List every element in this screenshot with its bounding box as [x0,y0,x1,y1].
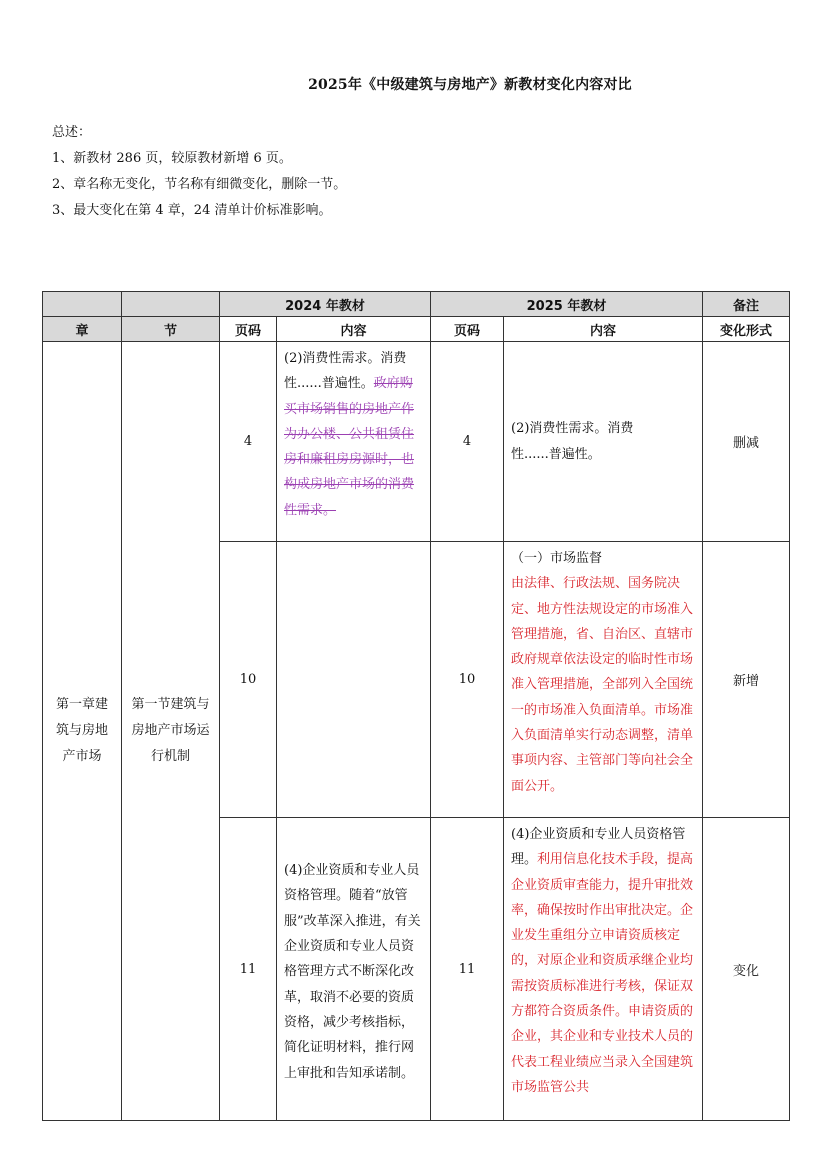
section-header: 节 [122,317,220,342]
retained-text: (4)企业资质和专业人员资格管理。随着“放管服”改革深入推进，有关企业资质和专业人员资格管理方式不断深化改革，取消不必要的资质资格，减少考核指标，简化证明材料，推行网上审批和告知承诺制。 [284,863,421,1081]
remark-header: 备注 [703,292,790,317]
change-type-cell: 删减 [703,342,790,542]
chapter-cell [43,342,122,1121]
edition-2024-header: 2024 年教材 [220,292,431,317]
document-title: 2025年《中级建筑与房地产》新教材变化内容对比 [308,77,632,93]
change-type-cell: 变化 [703,818,790,1121]
change-type-header: 变化形式 [703,317,790,342]
page-2024-header: 页码 [220,317,277,342]
blank-header [122,292,220,317]
content-2025-cell [504,818,703,1121]
added-text: 由法律、行政法规、国务院决定、地方性法规设定的市场准入管理措施，省、自治区、直辖市政府规章依法设定的临时性市场准入管理措施，全部列入全国统一的市场准入负面清单。市场准入负面清单实行动态调整，清单事项内容、主管部门等向社会全面公开。 [511,576,694,794]
page-2024-cell: 10 [220,542,277,818]
page-2025-cell: 4 [431,342,504,542]
group-header-row [43,292,790,317]
summary-heading: 总述： [52,125,92,140]
retained-text: (4)企业资质和专业人员资格管理。 [511,827,686,868]
section-cell [122,342,220,1121]
column-header-row [43,317,790,342]
retained-text: (2)消费性需求。消费性......普遍性。 [511,421,634,462]
content-2025-cell [504,542,703,818]
deleted-text: 政府购买市场销售的房地产作为办公楼、公共租赁住房和廉租房房源时，也构成房地产市场的消费性需求。 [284,376,415,518]
chapter-header: 章 [43,317,122,342]
table-row [43,342,790,542]
change-type-cell: 新增 [703,542,790,818]
edition-2025-header: 2025 年教材 [431,292,703,317]
blank-header [43,292,122,317]
subheading-text: （一）市场监督 [511,551,603,566]
summary-line: 1、新教材 286 页，较原教材新增 6 页。 [52,151,292,166]
comparison-table [42,291,790,1121]
summary-block [52,120,346,224]
content-2024-cell [277,818,431,1121]
page-2024-cell: 4 [220,342,277,542]
summary-line: 3、最大变化在第 4 章，24 清单计价标准影响。 [52,203,332,218]
summary-line: 2、章名称无变化，节名称有细微变化，删除一节。 [52,177,347,192]
added-text: 利用信息化技术手段，提高企业资质审查能力，提升审批效率，确保按时作出审批决定。企业发生重组分立申请资质核定的，对原企业和资质承继企业均需按资质标准进行考核，保证双方都符合资质条件。申请资质的企业，其企业和专业技术人员的代表工程业绩应当录入全国建筑市场监管公共 [511,852,694,1095]
page-2025-header: 页码 [431,317,504,342]
retained-text: (2)消费性需求。消费性......普遍性。 [284,351,407,392]
content-2024-header: 内容 [277,317,431,342]
content-2025-cell [504,342,703,542]
section-name: 第一节建筑与房地产市场运行机制 [131,697,210,764]
page-2024-cell: 11 [220,818,277,1121]
content-2024-cell [277,542,431,818]
content-2024-cell [277,342,431,542]
page-2025-cell: 11 [431,818,504,1121]
content-2025-header: 内容 [504,317,703,342]
page-2025-cell: 10 [431,542,504,818]
chapter-name: 第一章建筑与房地产市场 [55,697,108,764]
